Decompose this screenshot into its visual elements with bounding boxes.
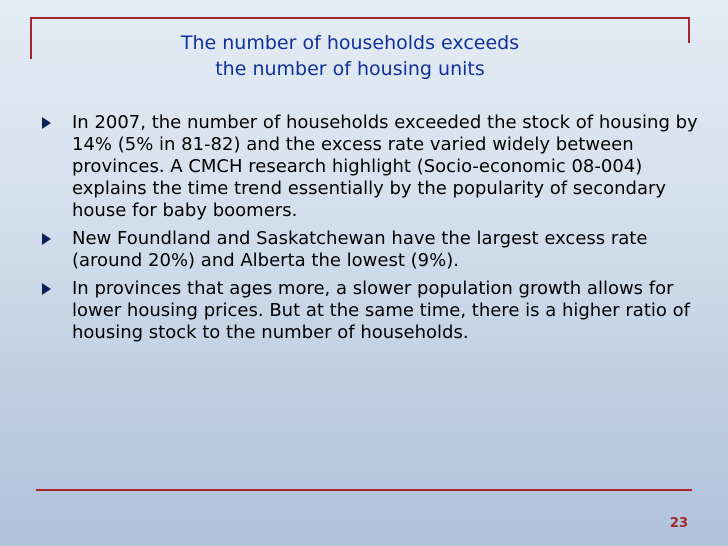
bullet-text: New Foundland and Saskatchewan have the largest excess rate (around 20%) and Alberta the lowest (9%). [72,228,648,271]
right-accent-tick [688,17,690,43]
top-divider [30,17,690,19]
bullet-item [40,228,700,272]
triangle-bullet-icon [42,283,51,295]
bullet-text: In provinces that ages more, a slower population growth allows for lower housing prices. But at the same time, there is a higher ratio of housing stock to the number of households. [72,278,690,343]
slide-title-line-1: The number of households exceeds [180,32,520,54]
triangle-bullet-icon [42,233,51,245]
slide-title-line-2: the number of housing units [215,58,485,80]
page-number: 23 [669,516,688,531]
slide-title [80,30,620,82]
bullet-item [40,278,700,344]
bottom-divider [36,489,692,491]
bullet-item [40,112,700,222]
triangle-bullet-icon [42,117,51,129]
left-accent-tick [30,17,32,59]
bullet-text: In 2007, the number of households exceeded the stock of housing by 14% (5% in 81-82) and the excess rate varied widely between provinces. A CMCH research highlight (Socio-economic 08-004) explains the time trend essentially by the popularity of secondary house for baby boomers. [72,112,698,221]
bullet-list [40,112,700,350]
